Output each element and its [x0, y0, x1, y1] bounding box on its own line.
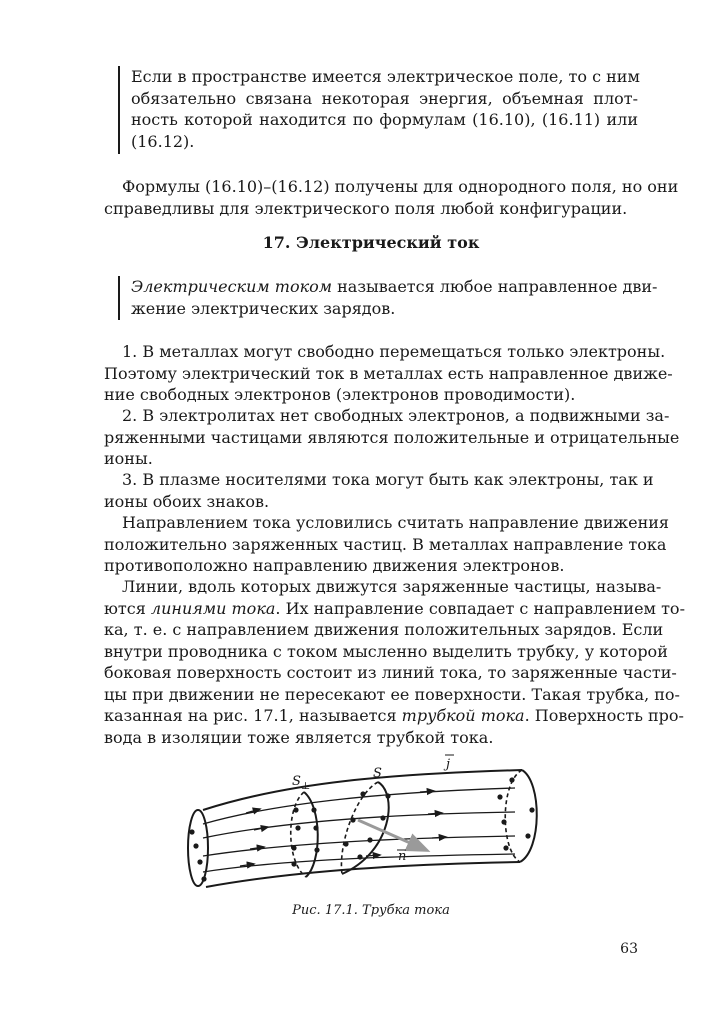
- text-line: обязательно связана некоторая энергия, объемная плот-: [131, 88, 638, 108]
- text-line: [104, 705, 684, 727]
- text-line: Линии, вдоль которых движутся заряженные частицы, называ-: [122, 577, 662, 596]
- defined-term: трубкой тока: [401, 706, 525, 725]
- figure-caption: Рис. 17.1. Трубка тока: [292, 903, 450, 918]
- text-line: положительно заряженных частиц. В металлах направление тока: [104, 534, 667, 554]
- text-fragment: казанная на рис. 17.1, называется: [104, 706, 402, 725]
- current-line: [203, 836, 515, 856]
- energy-statement: [131, 66, 638, 152]
- text-line: внутри проводника с током мысленно выделить трубку, у которой: [104, 641, 668, 661]
- text-line: вода в изоляции тоже является трубкой тока.: [104, 727, 494, 747]
- current-line: [203, 812, 515, 838]
- text-line: [104, 598, 685, 620]
- section-heading: 17. Электрический ток: [262, 233, 480, 252]
- text-line: справедливы для электрического поля любой конфигурации.: [104, 198, 628, 218]
- definition-text: называется любое направленное дви-: [332, 277, 658, 296]
- s-perp-section-front: [304, 792, 318, 877]
- text-line: [131, 276, 658, 298]
- page-number: 63: [620, 941, 638, 957]
- text-line: 2. В электролитах нет свободных электронов, а подвижными за-: [122, 406, 670, 425]
- text-line: Если в пространстве имеется электрическое поле, то с ним: [131, 67, 640, 86]
- text-line: противоположно направлению движения электронов.: [104, 556, 565, 575]
- text-fragment: ются: [104, 598, 151, 618]
- list-item-3: [104, 469, 654, 512]
- text-line: ионы обоих знаков.: [104, 491, 270, 511]
- text-line: жение электрических зарядов.: [131, 298, 396, 318]
- tube-left-end: [188, 810, 208, 886]
- text-line: ка, т. е. с направлением движения положительных зарядов. Если: [104, 620, 664, 639]
- text-fragment: . Поверхность про-: [524, 706, 684, 725]
- j-label: j: [446, 757, 451, 772]
- definition-statement: [131, 276, 658, 319]
- tube-right-end-front: [520, 770, 537, 862]
- text-line: Формулы (16.10)–(16.12) получены для однородного поля, но они: [122, 177, 679, 196]
- direction-paragraph: [104, 512, 669, 577]
- text-line: 1. В металлах могут свободно перемещаться только электроны.: [122, 342, 666, 361]
- text-fragment: . Их направление совпадает с направлением то-: [275, 598, 685, 618]
- current-lines-paragraph: [104, 576, 685, 748]
- text-line: ние свободных электронов (электронов проводимости).: [104, 385, 576, 404]
- formulas-paragraph-text: [104, 176, 679, 219]
- text-line: Направлением тока условились считать направление движения: [122, 513, 669, 532]
- defined-term: Электрическим током: [131, 277, 333, 296]
- n-label: n: [398, 849, 407, 864]
- text-line: боковая поверхность состоит из линий тока, то заряженные части-: [104, 663, 677, 682]
- margin-bar: [118, 66, 120, 154]
- text-line: Поэтому электрический ток в металлах есть направленное движе-: [104, 363, 673, 383]
- list-item-2: [104, 405, 680, 470]
- current-tube-figure: [170, 752, 560, 897]
- text-line: ионы.: [104, 449, 153, 468]
- s-label: S: [373, 766, 382, 781]
- defined-term: линиями тока: [150, 598, 276, 618]
- text-line: ряженными частицами являются положительные и отрицательные: [104, 427, 680, 447]
- text-line: (16.12).: [131, 131, 195, 151]
- margin-bar: [118, 276, 120, 320]
- text-line: ность которой находится по формулам (16.10), (16.11) или: [131, 110, 638, 129]
- s-perp-label: $S_\perp$: [292, 774, 311, 792]
- text-line: цы при движении не пересекают ее поверхности. Такая трубка, по-: [104, 684, 680, 704]
- text-line: 3. В плазме носителями тока могут быть как электроны, так и: [122, 470, 654, 489]
- list-item-1: [104, 341, 673, 406]
- normal-vector: [358, 820, 426, 850]
